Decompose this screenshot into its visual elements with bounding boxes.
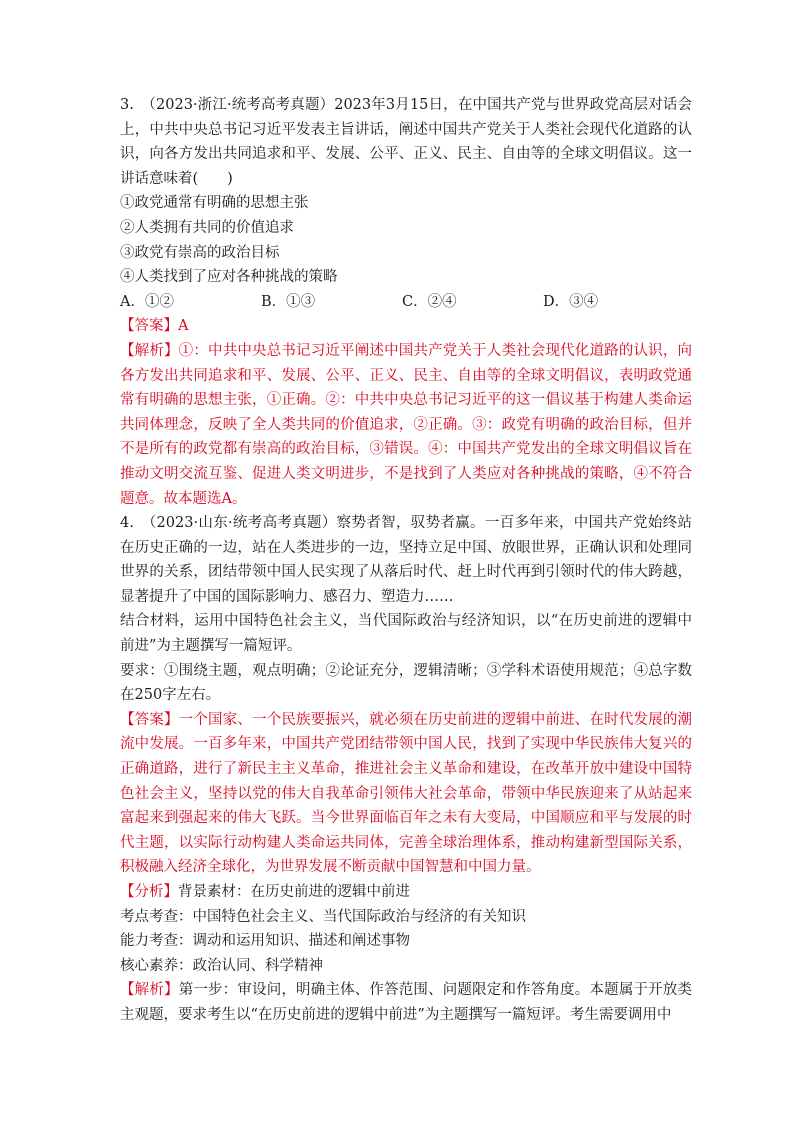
option-c: C．②④ (402, 293, 457, 310)
question-3-item-3: ③政党有崇高的政治目标 (120, 244, 280, 261)
question-3-item-4: ④人类找到了应对各种挑战的策略 (120, 269, 338, 286)
question-4-answer: 【答案】一个国家、一个民族要振兴，就必须在历史前进的逻辑中前进、在时代发展的潮流中发展。一百多年来，中国共产党团结带领中国人民，找到了实现中华民族伟大复兴的正确道路，进行了新民主主义革命，推进社会主义革命和建设，在改革开放中建设中国特色社会主义，坚持以党的伟大自我革命引领伟大社会革命，带领中华民族迎来了从站起来富起来到强起来的伟大飞跃。当今世界面临百年之未有大变局，中国顺应和平与发展的时代主题，以实际行动构建人类命运共同体，完善全球治理体系，推动构建新型国际关系，积极融入经济全球化，为世界发展不断贡献中国智慧和中国力量。 (120, 711, 692, 876)
question-3-analysis: 【解析】①：中共中央总书记习近平阐述中国共产党关于人类社会现代化道路的认识，向各方发出共同追求和平、发展、公平、正义、民主、自由等的全球文明倡议，表明政党通常有明确的思想主张，①正确。②：中共中央总书记习近平的这一倡议基于构建人类命运共同体理念，反映了全人类共同的价值追求，②正确。③：政党有明确的政治目标，但并不是所有的政党都有崇高的政治目标，③错误。④：中国共产党发出的全球文明倡议旨在推动文明交流互鉴、促进人类文明进步，不是找到了人类应对各种挑战的策略，④不符合题意。故本题选A。 (120, 342, 692, 507)
question-3-answer: 【答案】A (120, 318, 189, 335)
jiexi-text: 第一步：审设问，明确主体、作答范围、问题限定和作答角度。本题属于开放类主观题，要求考生以“在历史前进的逻辑中前进”为主题撰写一篇短评。考生需要调用中 (120, 982, 693, 1023)
question-4-fenxi (120, 880, 692, 905)
question-4-stem: 4. （2023·山东·统考高考真题）察势者智，驭势者赢。一百多年来，中国共产党始终站在历史正确的一边，站在人类进步的一边，坚持立足中国、放眼世界，正确认识和处理同世界的关系，团结带领中国人民实现了从落后时代、赶上时代再到引领时代的伟大跨越，显著提升了中国的国际影响力、感召力、塑造力…… (120, 515, 692, 605)
document-content (120, 93, 692, 1028)
question-4-task: 结合材料，运用中国特色社会主义，当代国际政治与经济知识，以“在历史前进的逻辑中前进”为主题撰写一篇短评。 (120, 613, 692, 655)
question-3-options (120, 290, 692, 315)
option-d: D．③④ (543, 293, 599, 310)
fenxi-tag: 【分析】 (120, 884, 178, 900)
question-4-kaodian: 考点考查：中国特色社会主义、当代国际政治与经济的有关知识 (120, 908, 526, 925)
option-a: A．①② (120, 293, 174, 310)
question-3-stem: 3. （2023·浙江·统考高考真题）2023年3月15日，在中国共产党与世界政党高层对话会上，中共中央总书记习近平发表主旨讲话，阐述中国共产党关于人类社会现代化道路的认识，向各方发出共同追求和平、发展、公平、正义、民主、自由等的全球文明倡议。这一讲话意味着( ) (120, 97, 692, 187)
question-3-item-1: ①政党通常有明确的思想主张 (120, 195, 309, 212)
question-4-nengli: 能力考查：调动和运用知识、描述和阐述事物 (120, 933, 410, 950)
question-4-jiexi (120, 978, 692, 1027)
fenxi-text: 背景素材：在历史前进的逻辑中前进 (178, 884, 410, 900)
question-4-requirements: 要求：①围绕主题，观点明确；②论证充分，逻辑清晰；③学科术语使用规范；④总字数在250字左右。 (120, 662, 692, 704)
option-b: B．①③ (261, 293, 316, 310)
question-3-item-2: ②人类拥有共同的价值追求 (120, 219, 294, 236)
jiexi-tag: 【解析】 (120, 982, 179, 999)
question-4-suyang: 核心素养：政治认同、科学精神 (120, 957, 323, 974)
